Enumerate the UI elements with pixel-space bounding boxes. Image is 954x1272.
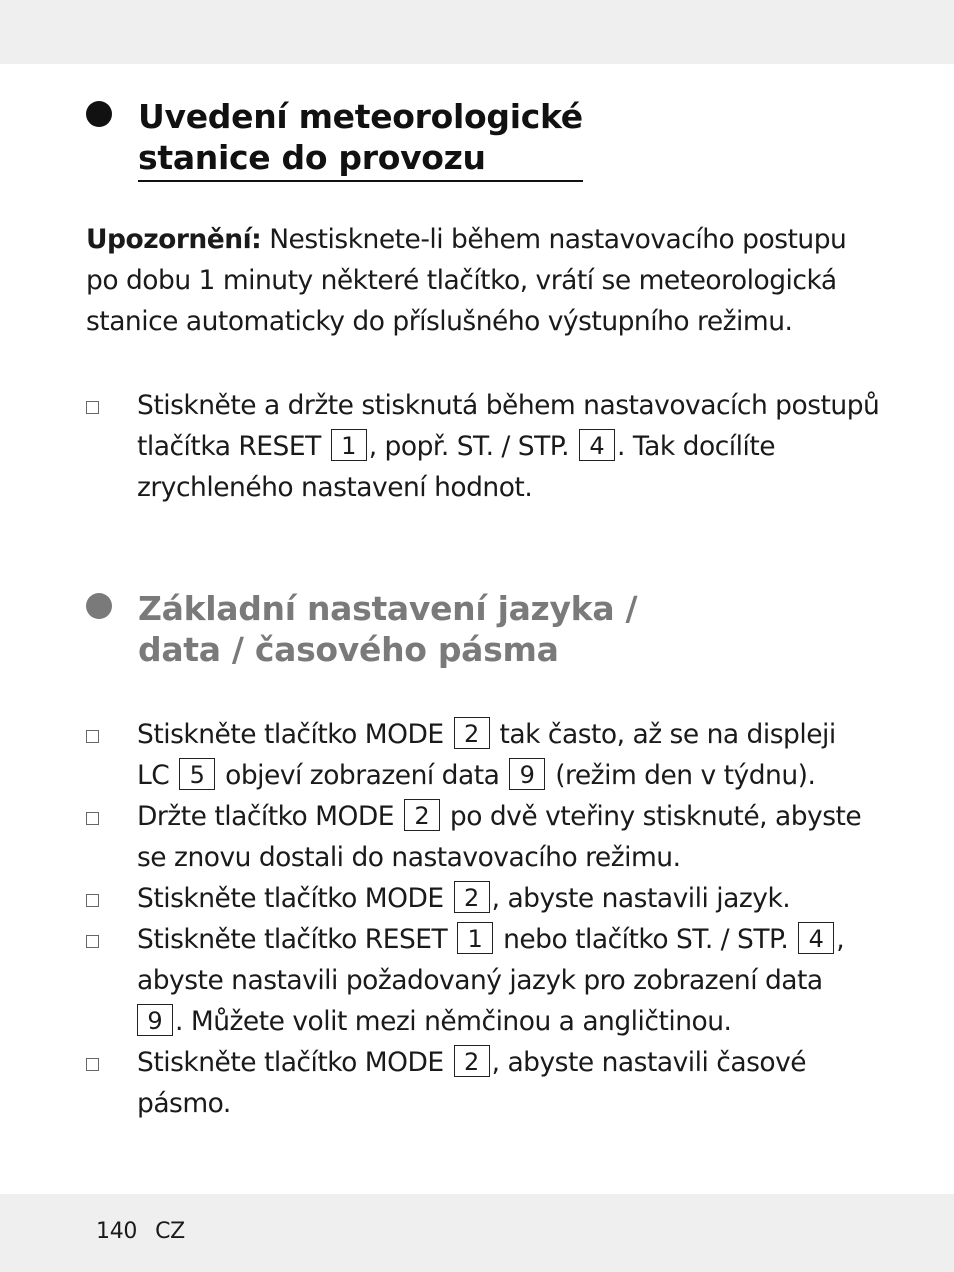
note-text: Nestisknete-li během nastavovacího postupu xyxy=(261,224,847,255)
item-text xyxy=(137,1042,806,1124)
item-line: abyste nastavili požadovaný jazyk pro zobrazení data xyxy=(137,965,823,996)
section-heading-language-date xyxy=(86,588,637,670)
list-item xyxy=(86,919,876,1042)
display-ref-lc: 5 xyxy=(179,758,215,790)
display-ref-date: 9 xyxy=(509,758,545,790)
page-footer xyxy=(96,1219,185,1244)
list-item xyxy=(86,878,876,919)
section-heading-startup xyxy=(86,96,583,182)
item-line: pásmo. xyxy=(137,1088,231,1119)
button-ref-mode: 2 xyxy=(454,881,490,913)
item-line: Držte tlačítko MODE 2 po dvě vteřiny stisknuté, abyste xyxy=(137,801,862,832)
item-text xyxy=(137,878,790,919)
language-code: CZ xyxy=(155,1219,185,1244)
top-band xyxy=(0,0,954,64)
heading-line: Základní nastavení jazyka / xyxy=(138,589,638,628)
bullet-dot-icon xyxy=(86,101,112,127)
item-line: Stiskněte tlačítko MODE 2 , abyste nastavili časové xyxy=(137,1047,807,1078)
list-item xyxy=(86,385,880,508)
instruction-list-startup xyxy=(86,385,880,508)
checkbox-square-icon xyxy=(86,401,99,414)
item-line: Stiskněte tlačítko MODE 2 tak často, až se na displeji xyxy=(137,719,836,750)
checkbox-square-icon xyxy=(86,894,99,907)
item-line: se znovu dostali do nastavovacího režimu. xyxy=(137,842,681,873)
note-line xyxy=(86,219,876,260)
item-line: LC 5 objeví zobrazení data 9 (režim den v týdnu). xyxy=(137,760,816,791)
item-text xyxy=(137,796,861,878)
heading-text xyxy=(138,588,637,670)
list-item xyxy=(86,796,876,878)
list-item xyxy=(86,1042,876,1124)
heading-line: Uvedení meteorologické xyxy=(138,97,583,136)
note-label: Upozornění: xyxy=(86,224,262,255)
checkbox-square-icon xyxy=(86,1058,99,1071)
item-line: Stiskněte tlačítko RESET 1 nebo tlačítko ST. / STP. 4 , xyxy=(137,924,845,955)
button-ref-mode: 2 xyxy=(404,799,440,831)
list-item xyxy=(86,714,876,796)
bullet-dot-icon xyxy=(86,593,112,619)
button-ref-ststp: 4 xyxy=(579,429,615,461)
item-text xyxy=(137,714,836,796)
button-ref-mode: 2 xyxy=(454,717,490,749)
button-ref-reset: 1 xyxy=(331,429,367,461)
item-line: Stiskněte tlačítko MODE 2 , abyste nastavili jazyk. xyxy=(137,883,791,914)
button-ref-ststp: 4 xyxy=(798,922,834,954)
checkbox-square-icon xyxy=(86,935,99,948)
button-ref-reset: 1 xyxy=(457,922,493,954)
display-ref-date: 9 xyxy=(137,1004,173,1036)
item-line: 9 . Můžete volit mezi němčinou a angličtinou. xyxy=(137,1001,844,1042)
note-paragraph xyxy=(86,219,876,342)
note-line: stanice automaticky do příslušného výstupního režimu. xyxy=(86,306,793,337)
checkbox-square-icon xyxy=(86,730,99,743)
heading-line: data / časového pásma xyxy=(138,630,559,669)
item-text xyxy=(137,385,879,508)
item-text xyxy=(137,919,844,1042)
page-number: 140 xyxy=(96,1219,138,1244)
heading-text xyxy=(138,96,583,182)
button-ref-mode: 2 xyxy=(454,1045,490,1077)
item-line: tlačítka RESET 1 , popř. ST. / STP. 4 . Tak docílíte xyxy=(137,431,776,462)
item-line: zrychleného nastavení hodnot. xyxy=(137,472,533,503)
note-line: po dobu 1 minuty některé tlačítko, vrátí se meteorologická xyxy=(86,265,837,296)
instruction-list-language xyxy=(86,714,876,1124)
heading-line: stanice do provozu xyxy=(138,138,486,177)
checkbox-square-icon xyxy=(86,812,99,825)
item-line: Stiskněte a držte stisknutá během nastavovacích postupů xyxy=(137,390,880,421)
